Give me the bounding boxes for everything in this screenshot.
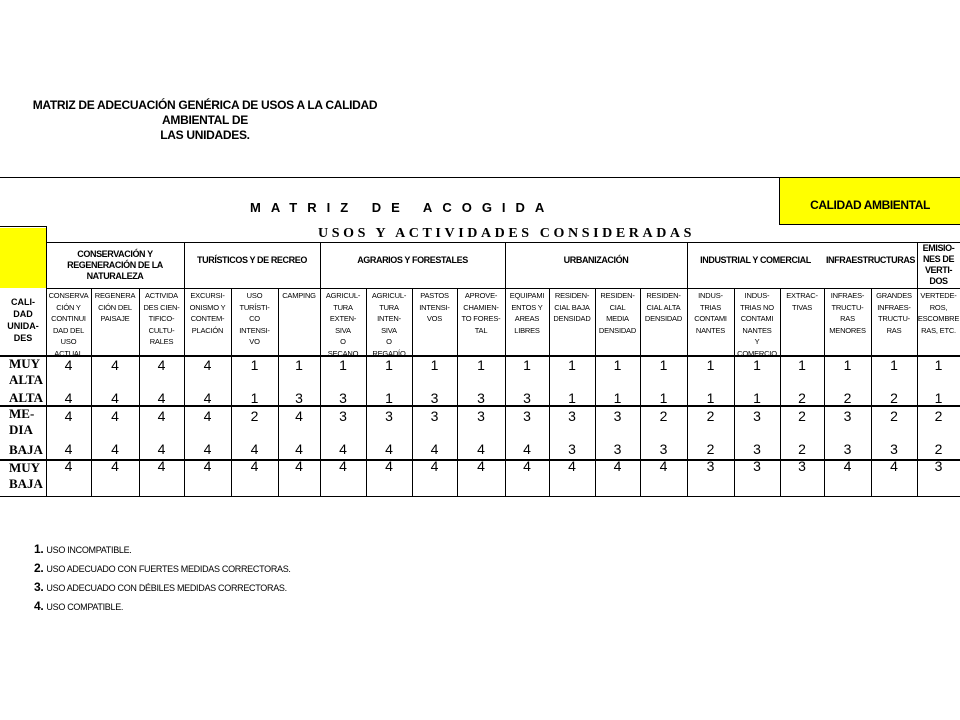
column-header-line: ACTIVIDA bbox=[145, 291, 178, 300]
grid-line bbox=[0, 226, 46, 227]
column-header-line: O bbox=[386, 337, 392, 346]
table-cell-value: 2 bbox=[659, 408, 668, 424]
column-header-line: DENSIDAD bbox=[644, 314, 683, 323]
table-cell-value: 3 bbox=[568, 441, 576, 457]
table-cell-value: 4 bbox=[64, 458, 73, 474]
table-cell-value: 3 bbox=[477, 408, 485, 424]
column-header bbox=[366, 290, 412, 359]
usos-heading: USOS Y ACTIVIDADES CONSIDERADAS bbox=[318, 226, 696, 241]
group-header bbox=[824, 255, 917, 266]
column-header-line: USO bbox=[60, 337, 77, 346]
table-cell-value: 3 bbox=[843, 441, 852, 457]
column-header-line: INFRAES- bbox=[877, 302, 911, 312]
table-cell-value: 4 bbox=[613, 458, 622, 474]
table-cell-value: 3 bbox=[568, 408, 576, 424]
table-cell-value: 4 bbox=[157, 390, 166, 406]
legend-text: USO ADECUADO CON DÉBILES MEDIDAS CORRECTORAS. bbox=[46, 583, 287, 593]
table-cell-value: 2 bbox=[798, 408, 806, 424]
calidad-label-line: DES bbox=[13, 333, 33, 343]
column-header bbox=[687, 290, 734, 336]
column-header-line: INDUS- bbox=[698, 291, 723, 300]
column-header bbox=[46, 290, 91, 359]
table-cell-value: 4 bbox=[523, 441, 531, 457]
table-cell-value: 4 bbox=[385, 458, 393, 474]
group-header-line: DOS bbox=[929, 276, 948, 286]
column-header-line: AREAS bbox=[514, 314, 540, 323]
table-cell-value: 2 bbox=[250, 408, 259, 424]
table-cell-value: 3 bbox=[477, 390, 485, 406]
title-line-2: LAS UNIDADES. bbox=[160, 128, 250, 142]
column-header-line: EXCURSI- bbox=[190, 291, 225, 300]
table-cell-value: 4 bbox=[64, 441, 73, 457]
column-header-line: CULTU- bbox=[148, 325, 175, 335]
table-cell-value: 4 bbox=[477, 441, 485, 457]
table-cell-value: 4 bbox=[659, 458, 668, 474]
column-header-line: TIVAS bbox=[791, 302, 813, 312]
column-header-line: INFRAES- bbox=[830, 291, 865, 300]
legend-item bbox=[34, 599, 123, 613]
table-cell-value: 4 bbox=[203, 441, 212, 457]
table-cell-value: 1 bbox=[250, 357, 259, 373]
column-header-line: RESIDEN- bbox=[554, 291, 590, 300]
calidad-label-line: UNIDA- bbox=[7, 321, 39, 331]
table-cell-value: 1 bbox=[568, 357, 576, 373]
grid-line bbox=[0, 177, 960, 178]
column-header-line: TURÍSTI- bbox=[239, 302, 270, 312]
table-cell-value: 1 bbox=[295, 357, 303, 373]
row-label-line: ME- bbox=[9, 406, 35, 421]
column-header-line: DAD DEL bbox=[52, 325, 85, 335]
table-cell-value: 3 bbox=[613, 408, 622, 424]
table-cell-value: 1 bbox=[568, 390, 576, 406]
calidad-ambiental-label: CALIDAD AMBIENTAL bbox=[810, 198, 930, 212]
table-cell-value: 1 bbox=[385, 390, 393, 406]
table-cell-value: 3 bbox=[798, 458, 806, 474]
group-header bbox=[46, 249, 184, 282]
table-cell-value: 1 bbox=[659, 357, 668, 373]
table-cell-value: 3 bbox=[613, 441, 622, 457]
row-label-line: ALTA bbox=[9, 390, 43, 405]
column-header-line: DENSIDAD bbox=[598, 325, 637, 335]
table-cell-value: 1 bbox=[890, 357, 898, 373]
column-header-line: ACTUAL bbox=[54, 348, 83, 358]
table-cell-value: 4 bbox=[295, 458, 303, 474]
table-cell-value: 2 bbox=[843, 390, 852, 406]
group-header-line: AGRARIOS Y FORESTALES bbox=[357, 255, 468, 265]
column-header-line: EQUIPAMI bbox=[509, 291, 545, 300]
table-cell-value: 4 bbox=[430, 458, 439, 474]
column-header bbox=[412, 290, 457, 325]
table-cell-value: 3 bbox=[523, 390, 531, 406]
table-cell-value: 3 bbox=[339, 390, 347, 406]
grid-line bbox=[505, 242, 506, 496]
table-cell-value: 3 bbox=[753, 458, 761, 474]
legend-text: USO COMPATIBLE. bbox=[46, 602, 124, 612]
column-header-line: SIVA bbox=[381, 325, 397, 335]
table-cell-value: 4 bbox=[203, 458, 212, 474]
column-header-line: NANTES bbox=[742, 325, 772, 335]
table-cell-value: 4 bbox=[111, 441, 119, 457]
row-label bbox=[9, 356, 43, 388]
grid-line bbox=[184, 242, 185, 496]
column-header bbox=[91, 290, 139, 325]
table-cell-value: 3 bbox=[295, 390, 303, 406]
group-header-line: REGENERACIÓN DE LA bbox=[67, 260, 163, 270]
table-cell-value: 3 bbox=[430, 408, 439, 424]
column-header-line: INDUS- bbox=[744, 291, 770, 300]
table-cell-value: 4 bbox=[203, 357, 212, 373]
column-header-line: PAISAJE bbox=[100, 314, 130, 323]
column-header-line: INTEN- bbox=[377, 314, 401, 323]
legend-number: 4. bbox=[34, 599, 44, 613]
table-cell-value: 4 bbox=[64, 390, 73, 406]
grid-line bbox=[278, 288, 279, 496]
table-cell-value: 2 bbox=[798, 390, 806, 406]
group-header-line: NATURALEZA bbox=[86, 271, 144, 281]
column-header-line: RAS bbox=[886, 325, 902, 335]
column-header-line: O bbox=[340, 337, 346, 346]
column-header-line: MEDIA bbox=[606, 314, 629, 323]
table-cell-value: 3 bbox=[753, 441, 761, 457]
column-header-line: ROS, bbox=[929, 302, 948, 312]
group-header-line: INDUSTRIAL Y COMERCIAL bbox=[700, 255, 811, 265]
table-cell-value: 4 bbox=[295, 408, 303, 424]
column-header-line: RESIDEN- bbox=[600, 291, 635, 300]
page-title bbox=[10, 98, 400, 143]
column-header-line: CHAMIEN- bbox=[463, 302, 499, 312]
table-cell-value: 1 bbox=[385, 357, 393, 373]
column-header bbox=[734, 290, 780, 359]
column-header-line: DES CIEN- bbox=[143, 302, 180, 312]
column-header bbox=[231, 290, 278, 348]
column-header bbox=[457, 290, 505, 336]
column-header-line: CIÓN Y bbox=[56, 302, 81, 312]
group-header bbox=[184, 255, 320, 266]
column-header-line: DENSIDAD bbox=[553, 314, 591, 323]
column-header-line: TRIAS NO bbox=[740, 302, 774, 312]
column-header-line: TIFICO- bbox=[148, 314, 175, 323]
column-header bbox=[780, 290, 824, 313]
grid-line bbox=[320, 242, 321, 496]
column-header-line: TRUCTU- bbox=[878, 314, 910, 323]
group-header-line: CONSERVACIÓN Y bbox=[77, 249, 153, 259]
group-header-line: NES DE bbox=[922, 254, 955, 264]
column-header-line: RESIDEN- bbox=[646, 291, 681, 300]
column-header bbox=[505, 290, 549, 336]
column-header-line: VERTEDE- bbox=[920, 291, 957, 300]
column-header-line: TRUCTU- bbox=[831, 302, 864, 312]
column-header-line: TURA bbox=[379, 302, 399, 312]
column-header-line: AGRICUL- bbox=[371, 291, 407, 300]
table-cell-value: 3 bbox=[934, 458, 943, 474]
table-cell-value: 4 bbox=[523, 458, 531, 474]
table-cell-value: 4 bbox=[385, 441, 393, 457]
table-cell-value: 4 bbox=[111, 458, 119, 474]
table-cell-value: 3 bbox=[385, 408, 393, 424]
column-header-line: LIBRES bbox=[514, 325, 540, 335]
row-label bbox=[9, 460, 43, 492]
column-header-line: PLACIÓN bbox=[191, 325, 224, 335]
table-cell-value: 4 bbox=[111, 390, 119, 406]
column-header-line: CAMPING bbox=[282, 291, 316, 300]
table-cell-value: 4 bbox=[430, 441, 439, 457]
matrix-heading: MATRIZ DE ACOGIDA bbox=[250, 200, 555, 215]
column-header-line: ENTOS Y bbox=[511, 302, 543, 312]
table-cell-value: 4 bbox=[477, 458, 485, 474]
column-header-line: SIVA bbox=[335, 325, 351, 335]
legend-number: 3. bbox=[34, 580, 44, 594]
table-cell-value: 2 bbox=[798, 441, 806, 457]
table-cell-value: 4 bbox=[203, 408, 212, 424]
grid-line bbox=[779, 224, 960, 225]
calidad-label-line: CALI- bbox=[11, 297, 35, 307]
table-cell-value: 3 bbox=[659, 441, 668, 457]
table-cell-value: 4 bbox=[250, 458, 259, 474]
legend-text: USO INCOMPATIBLE. bbox=[46, 545, 132, 555]
column-header-line: INTENSI- bbox=[419, 302, 450, 312]
legend-item bbox=[34, 542, 132, 556]
group-header bbox=[505, 255, 687, 266]
legend-item bbox=[34, 561, 291, 575]
row-label-line: DIA bbox=[9, 422, 33, 437]
table-cell-value: 4 bbox=[157, 408, 166, 424]
column-header-line: ESCOMBRE bbox=[917, 314, 960, 323]
row-label-line: ALTA bbox=[9, 372, 43, 387]
row-label-line: BAJA bbox=[9, 442, 43, 457]
column-header-line: TO FORES- bbox=[461, 314, 501, 323]
table-cell-value: 2 bbox=[706, 408, 715, 424]
column-header-line: CIAL BAJA bbox=[554, 302, 590, 312]
column-header-line: AGRICUL- bbox=[325, 291, 361, 300]
table-cell-value: 1 bbox=[843, 357, 852, 373]
table-cell-value: 3 bbox=[523, 408, 531, 424]
table-cell-value: 4 bbox=[111, 408, 119, 424]
table-cell-value: 1 bbox=[250, 390, 259, 406]
table-cell-value: 1 bbox=[613, 390, 622, 406]
column-header-line: CONTAMI bbox=[694, 314, 727, 323]
column-header bbox=[184, 290, 231, 336]
column-header-line: TRIAS bbox=[699, 302, 722, 312]
table-cell-value: 3 bbox=[890, 441, 898, 457]
legend-item bbox=[34, 580, 287, 594]
column-header bbox=[824, 290, 871, 336]
column-header-line: GRANDES bbox=[876, 291, 912, 300]
table-cell-value: 1 bbox=[477, 357, 485, 373]
group-header-line: URBANIZACIÓN bbox=[563, 255, 629, 265]
column-header-line: USO bbox=[246, 291, 263, 300]
column-header-line: RALES bbox=[149, 337, 174, 346]
column-header-line: CONTINUI bbox=[51, 314, 86, 323]
group-header bbox=[320, 255, 505, 266]
column-header-line: RAS, ETC. bbox=[921, 325, 956, 335]
legend-number: 1. bbox=[34, 542, 44, 556]
column-header-line: CIAL ALTA bbox=[646, 302, 681, 312]
table-cell-value: 3 bbox=[430, 390, 439, 406]
column-header-line: VOS bbox=[426, 314, 443, 323]
column-header-line: RAS bbox=[840, 314, 855, 323]
row-label-line: MUY bbox=[9, 356, 41, 371]
column-header-line: MENORES bbox=[829, 325, 866, 335]
table-cell-value: 2 bbox=[890, 390, 898, 406]
column-header-line: CONSERVA bbox=[48, 291, 89, 300]
legend-text: USO ADECUADO CON FUERTES MEDIDAS CORRECTORAS. bbox=[46, 564, 291, 574]
table-cell-value: 1 bbox=[613, 357, 622, 373]
group-header-line: EMISIO- bbox=[922, 243, 955, 253]
group-header bbox=[917, 243, 960, 287]
table-cell-value: 4 bbox=[157, 458, 166, 474]
table-cell-value: 1 bbox=[934, 390, 943, 406]
row-label bbox=[9, 390, 43, 406]
column-header-line: CONTAMI bbox=[740, 314, 774, 323]
column-header-line: CIÓN DEL bbox=[98, 302, 132, 312]
column-header-line: COMERCIO bbox=[737, 348, 777, 358]
table-cell-value: 1 bbox=[523, 357, 531, 373]
grid-line bbox=[780, 288, 781, 496]
table-cell-value: 4 bbox=[157, 357, 166, 373]
table-cell-value: 4 bbox=[64, 357, 73, 373]
table-cell-value: 1 bbox=[706, 390, 715, 406]
legend-number: 2. bbox=[34, 561, 44, 575]
table-cell-value: 4 bbox=[843, 458, 852, 474]
column-header bbox=[139, 290, 184, 348]
grid-line bbox=[0, 496, 960, 497]
row-label-line: MUY bbox=[9, 460, 41, 475]
table-cell-value: 2 bbox=[934, 441, 943, 457]
group-header-line: INFRAESTRUCTURAS bbox=[825, 255, 916, 265]
table-cell-value: 3 bbox=[753, 408, 761, 424]
column-header-line: CO bbox=[249, 314, 260, 323]
column-header-line: ONISMO Y bbox=[189, 302, 226, 312]
column-header-line: VO bbox=[249, 337, 260, 346]
column-header-line: CONTEM- bbox=[190, 314, 225, 323]
table-cell-value: 1 bbox=[430, 357, 439, 373]
table-cell-value: 1 bbox=[753, 390, 761, 406]
column-header-line: NANTES bbox=[695, 325, 726, 335]
table-cell-value: 3 bbox=[843, 408, 852, 424]
column-header-line: APROVE- bbox=[464, 291, 498, 300]
table-cell-value: 2 bbox=[890, 408, 898, 424]
column-header bbox=[595, 290, 640, 336]
group-header-line: VERTI- bbox=[924, 265, 953, 275]
column-header bbox=[871, 290, 917, 336]
column-header bbox=[278, 290, 320, 302]
column-header-line: TURA bbox=[333, 302, 353, 312]
column-header-line: PASTOS bbox=[420, 291, 449, 300]
table-cell-value: 1 bbox=[339, 357, 347, 373]
column-header-line: Y bbox=[754, 337, 760, 346]
column-header bbox=[549, 290, 595, 325]
table-cell-value: 3 bbox=[706, 458, 715, 474]
column-header-line: EXTEN- bbox=[329, 314, 357, 323]
table-cell-value: 1 bbox=[706, 357, 715, 373]
table-cell-value: 1 bbox=[659, 390, 668, 406]
title-line-1: MATRIZ DE ADECUACIÓN GENÉRICA DE USOS A LA CALIDAD AMBIENTAL DE bbox=[32, 98, 378, 127]
column-header-line: SECANO bbox=[327, 348, 359, 358]
table-cell-value: 4 bbox=[339, 458, 347, 474]
row-label bbox=[9, 442, 43, 458]
table-cell-value: 2 bbox=[706, 441, 715, 457]
group-header-line: TURÍSTICOS Y DE RECREO bbox=[197, 255, 307, 265]
table-cell-value: 4 bbox=[250, 441, 259, 457]
column-header bbox=[917, 290, 960, 336]
row-label-line: BAJA bbox=[9, 476, 43, 491]
table-cell-value: 4 bbox=[157, 441, 166, 457]
column-header-line: TAL bbox=[474, 325, 488, 335]
table-cell-value: 4 bbox=[568, 458, 576, 474]
column-header-line: REGADÍO bbox=[372, 348, 406, 358]
table-cell-value: 4 bbox=[203, 390, 212, 406]
column-header-line: CIAL bbox=[609, 302, 626, 312]
column-header-line: REGENERA bbox=[94, 291, 136, 300]
table-cell-value: 4 bbox=[111, 357, 119, 373]
calidad-label-fill bbox=[0, 228, 46, 288]
table-cell-value: 3 bbox=[339, 408, 347, 424]
table-cell-value: 1 bbox=[934, 357, 943, 373]
table-cell-value: 4 bbox=[339, 441, 347, 457]
calidad-label-line: DAD bbox=[13, 309, 33, 319]
column-header bbox=[320, 290, 366, 359]
column-header bbox=[640, 290, 687, 325]
table-cell-value: 2 bbox=[934, 408, 943, 424]
table-cell-value: 1 bbox=[753, 357, 761, 373]
column-header-line: INTENSI- bbox=[239, 325, 270, 335]
grid-line bbox=[687, 242, 688, 496]
table-cell-value: 4 bbox=[890, 458, 898, 474]
column-header-line: EXTRAC- bbox=[786, 291, 818, 300]
group-header bbox=[687, 255, 824, 266]
table-cell-value: 1 bbox=[798, 357, 806, 373]
table-cell-value: 4 bbox=[64, 408, 73, 424]
row-label bbox=[9, 406, 34, 438]
calidad-unidades-label bbox=[0, 296, 46, 344]
table-cell-value: 4 bbox=[295, 441, 303, 457]
